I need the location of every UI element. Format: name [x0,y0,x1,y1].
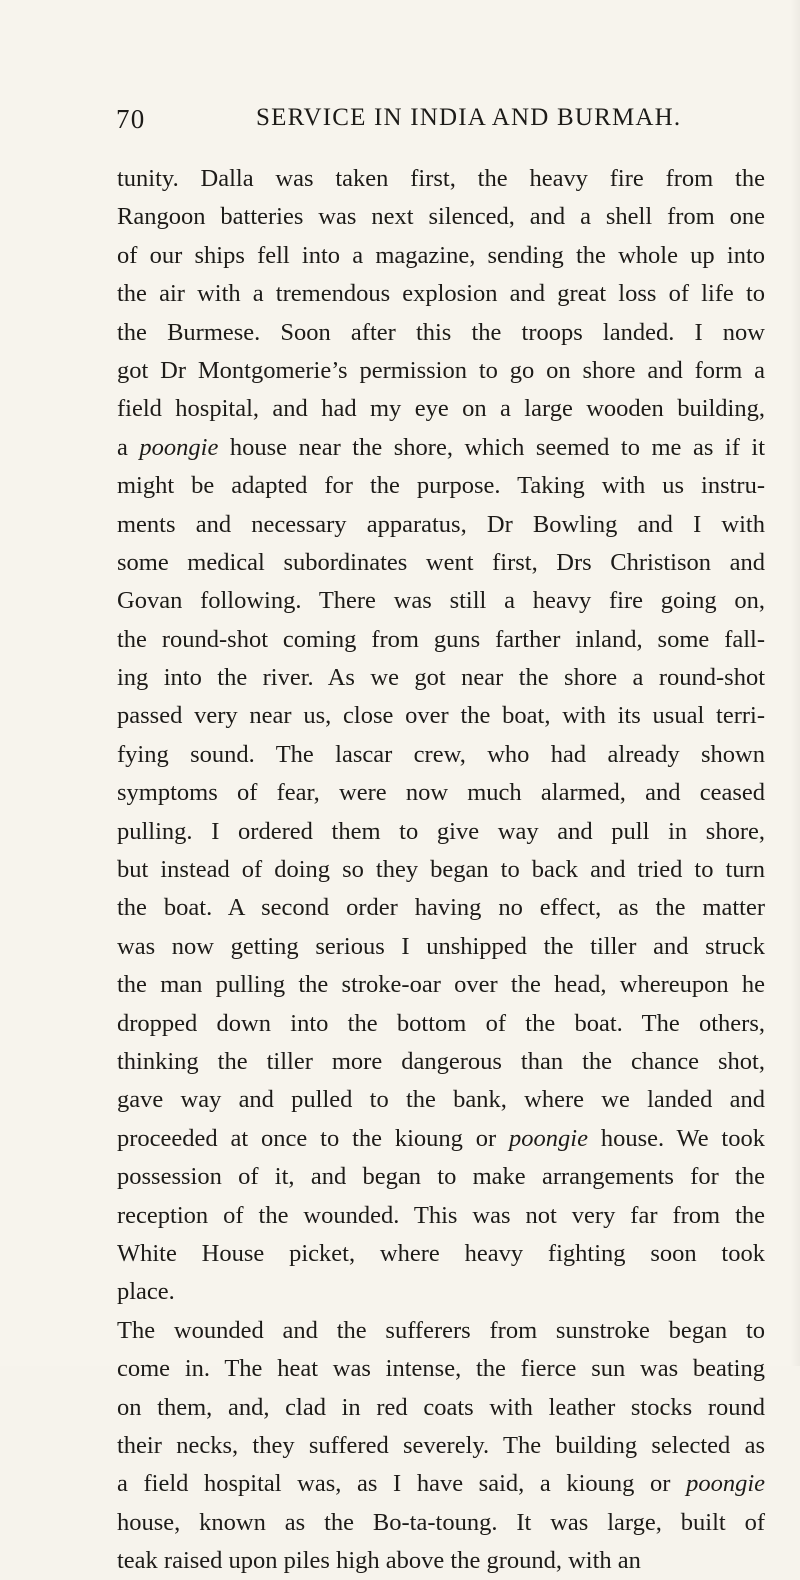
italic-word: poongie [509,1124,588,1152]
text-segment: Rangoon batteries was next silenced, and a shell from one [117,203,765,231]
text-segment: gave way and pulled to the bank, where we landed and [117,1086,765,1114]
text-segment: proceeded at once to the kioung or [117,1124,510,1152]
text-line [117,506,765,544]
text-segment: pulling. I ordered them to give way and pull in shore, [117,817,765,845]
text-segment: reception of the wounded. This was not very far from the [117,1201,765,1229]
text-segment: of our ships fell into a magazine, sending the whole up into [117,241,765,269]
text-segment: a field hospital was, as I have said, a kioung or [117,1470,687,1498]
paragraph [117,160,765,1312]
text-line [117,621,765,659]
text-line [117,774,765,812]
text-line [117,659,765,697]
text-line [117,736,765,774]
text-line [117,1120,765,1158]
text-line [117,352,765,390]
text-segment: White House picket, where heavy fighting soon took [117,1239,765,1267]
text-line [117,889,765,927]
text-segment: fying sound. The lascar crew, who had already shown [117,740,765,768]
text-segment: the boat. A second order having no effect, as the matter [117,894,765,922]
page-header [116,104,696,144]
text-segment: Govan following. There was still a heavy fire going on, [117,587,765,615]
text-line [117,1043,765,1081]
text-segment: come in. The heat was intense, the fierce sun was beating [117,1355,765,1383]
text-segment: a [117,433,140,461]
italic-word: poongie [686,1470,765,1498]
text-line [117,928,765,966]
text-line [117,1197,765,1235]
text-segment: ments and necessary apparatus, Dr Bowling and I with [117,510,765,538]
text-line [117,1081,765,1119]
italic-word: poongie [139,433,219,461]
text-line [117,544,765,582]
text-segment: their necks, they suffered severely. The building selected as [117,1431,765,1459]
running-head: SERVICE IN INDIA AND BURMAH. [256,104,682,131]
text-segment: teak raised upon piles high above the ground, with an [117,1547,641,1575]
text-line [117,1389,765,1427]
body-text [117,160,765,1580]
text-line [117,1235,765,1273]
text-segment: house near the shore, which seemed to me as if it [218,433,765,461]
text-segment: house, known as the Bo-ta-toung. It was large, built of [117,1508,765,1536]
text-line [117,314,765,352]
text-line [117,1504,765,1542]
paragraph [117,1312,765,1580]
text-segment: field hospital, and had my eye on a large wooden building, [117,395,765,423]
text-line [117,813,765,851]
text-line [117,1465,765,1503]
text-line [117,1158,765,1196]
text-line [117,697,765,735]
text-segment: symptoms of fear, were now much alarmed, and ceased [117,779,765,807]
text-segment: on them, and, clad in red coats with leather stocks round [117,1393,765,1421]
text-line [117,1312,765,1350]
text-segment: but instead of doing so they began to back and tried to turn [117,856,765,884]
text-line [117,237,765,275]
text-line [117,429,765,467]
text-line [117,1005,765,1043]
text-segment: thinking the tiller more dangerous than the chance shot, [117,1047,765,1075]
page-number: 70 [116,104,146,134]
text-line [117,1273,765,1311]
text-segment: place. [117,1278,175,1306]
text-line [117,966,765,1004]
text-segment: the Burmese. Soon after this the troops landed. I now [117,318,765,346]
text-segment: possession of it, and began to make arrangements for the [117,1163,765,1191]
page-edge-shadow [790,0,800,1366]
text-line [117,275,765,313]
text-segment: passed very near us, close over the boat, with its usual terri- [117,702,765,730]
text-segment: dropped down into the bottom of the boat. The others, [117,1009,765,1037]
text-segment: was now getting serious I unshipped the tiller and struck [117,932,765,960]
text-line [117,1350,765,1388]
text-segment: some medical subordinates went first, Drs Christison and [117,548,765,576]
text-segment: the round-shot coming from guns farther inland, some fall- [117,625,765,653]
text-line [117,160,765,198]
text-segment: got Dr Montgomerie’s permission to go on shore and form a [117,356,765,384]
text-segment: tunity. Dalla was taken first, the heavy fire from the [117,165,765,192]
text-segment: the man pulling the stroke-oar over the head, whereupon he [117,971,765,999]
text-line [117,851,765,889]
text-segment: ing into the river. As we got near the shore a round-shot [117,664,765,692]
text-line [117,198,765,236]
text-segment: the air with a tremendous explosion and great loss of life to [117,280,765,308]
text-line [117,1542,765,1580]
text-line [117,467,765,505]
text-line [117,390,765,428]
text-segment: The wounded and the sufferers from sunstroke began to [117,1316,765,1344]
text-segment: might be adapted for the purpose. Taking with us instru- [117,472,765,500]
text-segment: house. We took [587,1124,765,1152]
text-line [117,582,765,620]
text-line [117,1427,765,1465]
